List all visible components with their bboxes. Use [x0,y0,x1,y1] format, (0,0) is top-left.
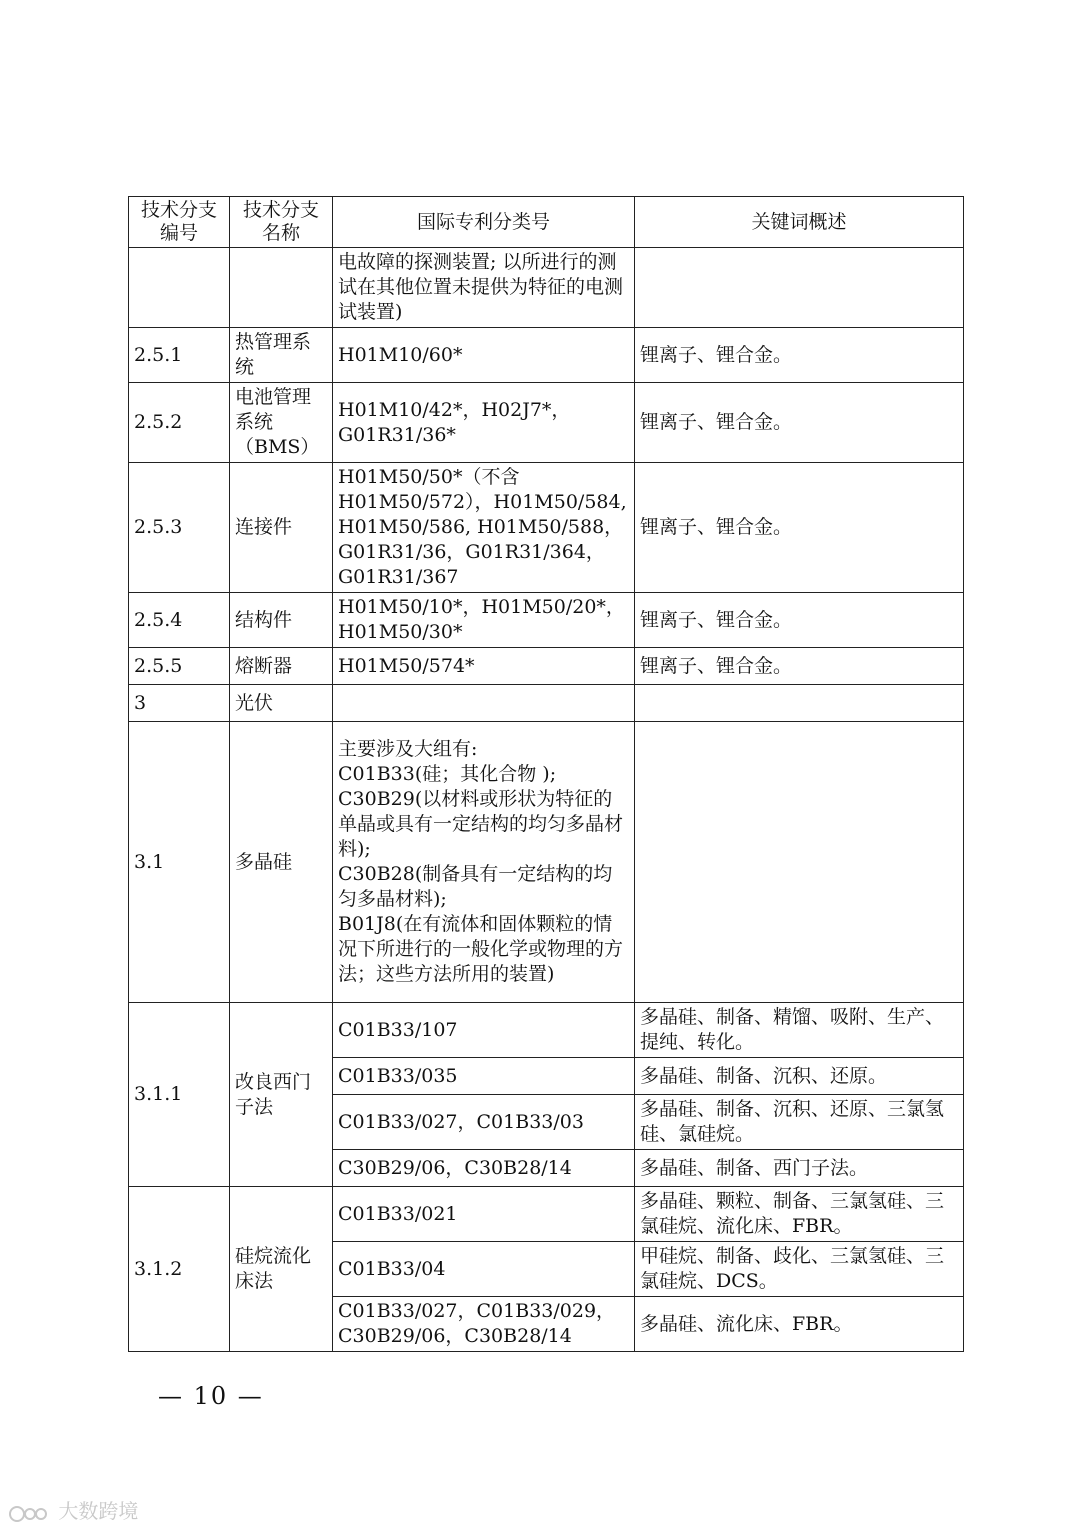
header-branch-name: 技术分支名称 [230,197,333,248]
cell-ipc: C01B33/04 [333,1242,635,1297]
cell-ipc: C01B33/027，C01B33/029，C30B29/06，C30B28/14 [333,1297,635,1352]
cell-name: 热管理系统 [230,328,333,383]
cell-name [230,248,333,328]
cell-keywords: 多晶硅、制备、沉积、还原。 [635,1058,964,1095]
cell-ipc [333,685,635,722]
cell-id: 2.5.3 [129,463,230,593]
cell-keywords: 多晶硅、制备、沉积、还原、三氯氢硅、氯硅烷。 [635,1095,964,1150]
cell-ipc: C01B33/021 [333,1187,635,1242]
group-name: 改良西门子法 [230,1003,333,1187]
group-id: 3.1.1 [129,1003,230,1187]
header-ipc: 国际专利分类号 [333,197,635,248]
cell-name: 熔断器 [230,648,333,685]
cell-id: 3.1 [129,722,230,1003]
table-row [129,1003,964,1058]
cell-keywords: 甲硅烷、制备、歧化、三氯氢硅、三氯硅烷、DCS。 [635,1242,964,1297]
cell-id: 2.5.2 [129,383,230,463]
cell-keywords: 锂离子、锂合金。 [635,383,964,463]
cell-id: 2.5.4 [129,593,230,648]
group-name: 硅烷流化床法 [230,1187,333,1352]
table-row [129,463,964,593]
cell-keywords: 锂离子、锂合金。 [635,648,964,685]
cell-ipc: C30B29/06，C30B28/14 [333,1150,635,1187]
cell-keywords: 多晶硅、制备、精馏、吸附、生产、提纯、转化。 [635,1003,964,1058]
cell-keywords: 锂离子、锂合金。 [635,593,964,648]
cell-id: 2.5.5 [129,648,230,685]
table-row [129,328,964,383]
cell-keywords [635,685,964,722]
cell-ipc: H01M50/574* [333,648,635,685]
table-row [129,248,964,328]
table-row [129,648,964,685]
cell-name: 连接件 [230,463,333,593]
cell-ipc: C01B33/035 [333,1058,635,1095]
page-number: — 10 — [158,1382,264,1410]
cell-id [129,248,230,328]
watermark-logo-icon [8,1502,52,1524]
cell-keywords [635,248,964,328]
table-row [129,685,964,722]
cell-ipc: H01M50/50*（不含H01M50/572），H01M50/584, H01M50/586, H01M50/588，G01R31/36，G01R31/364，G01R31/367 [333,463,635,593]
cell-name: 结构件 [230,593,333,648]
cell-ipc: H01M50/10*，H01M50/20*，H01M50/30* [333,593,635,648]
cell-name: 多晶硅 [230,722,333,1003]
cell-keywords: 锂离子、锂合金。 [635,328,964,383]
cell-keywords: 多晶硅、流化床、FBR。 [635,1297,964,1352]
cell-keywords [635,722,964,1003]
group-id: 3.1.2 [129,1187,230,1352]
table-row [129,1187,964,1242]
watermark [8,1495,138,1524]
cell-id: 2.5.1 [129,328,230,383]
cell-keywords: 多晶硅、颗粒、制备、三氯氢硅、三氯硅烷、流化床、FBR。 [635,1187,964,1242]
cell-ipc: H01M10/60* [333,328,635,383]
table-row [129,593,964,648]
cell-keywords: 锂离子、锂合金。 [635,463,964,593]
table-row [129,383,964,463]
cell-name: 光伏 [230,685,333,722]
cell-ipc: 主要涉及大组有: C01B33(硅；其化合物 ); C30B29(以材料或形状为特征的单晶或具有一定结构的均匀多晶材料); C30B28(制备具有一定结构的均匀多晶材料); B01J8(在有流体和固体颗粒的情况下所进行的一般化学或物理的方法；这些方法所用的装置) [333,722,635,1003]
ipc-classification-table [128,196,964,1352]
cell-ipc: C01B33/027，C01B33/03 [333,1095,635,1150]
header-keywords: 关键词概述 [635,197,964,248]
cell-keywords: 多晶硅、制备、西门子法。 [635,1150,964,1187]
cell-ipc: 电故障的探测装置; 以所进行的测试在其他位置未提供为特征的电测试装置) [333,248,635,328]
table-row [129,722,964,1003]
cell-id: 3 [129,685,230,722]
cell-name: 电池管理系统（BMS） [230,383,333,463]
watermark-text: 大数跨境 [58,1499,139,1523]
cell-ipc: H01M10/42*，H02J7*，G01R31/36* [333,383,635,463]
header-branch-id: 技术分支编号 [129,197,230,248]
cell-ipc: C01B33/107 [333,1003,635,1058]
